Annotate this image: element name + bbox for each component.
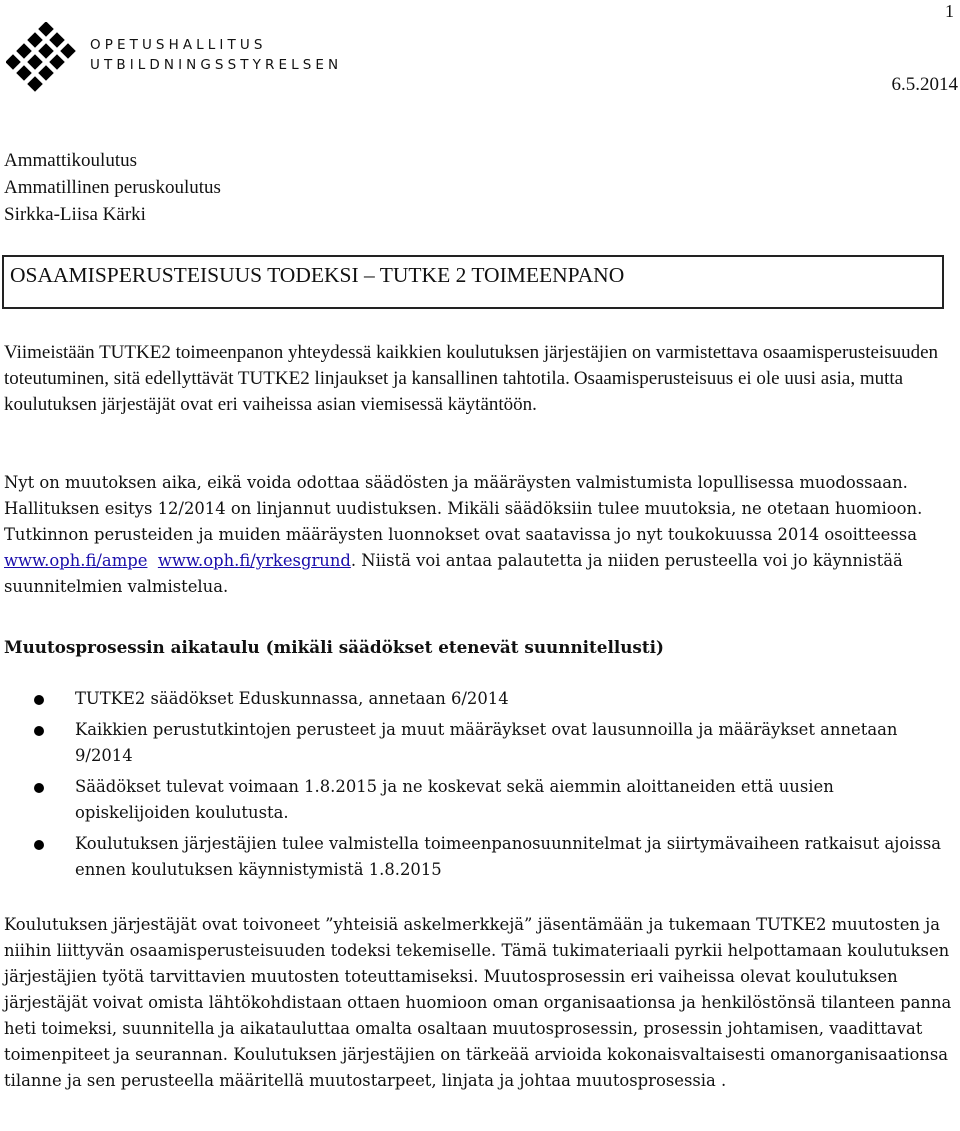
document-title: OSAAMISPERUSTEISUUS TODEKSI – TUTKE 2 TOIMEENPANO xyxy=(10,263,625,287)
bullet-icon xyxy=(34,726,44,736)
meta-author: Sirkka-Liisa Kärki xyxy=(4,204,146,225)
schedule-heading: Muutosprosessin aikataulu (mikäli säädökset etenevät suunnitellusti) xyxy=(4,637,664,657)
list-item-text: Koulutuksen järjestäjien tulee valmistella toimeenpanosuunnitelmat ja siirtymävaiheen ratkaisut ajoissa ennen koulutuksen käynnistymistä 1.8.2015 xyxy=(75,834,942,879)
meta-subunit: Ammatillinen peruskoulutus xyxy=(4,177,221,198)
logo-line-finnish: OPETUSHALLITUS xyxy=(90,37,267,53)
document-date: 6.5.2014 xyxy=(891,74,958,95)
opetushallitus-logo xyxy=(6,22,343,94)
page-number: 1 xyxy=(945,1,954,21)
bullet-icon xyxy=(34,783,44,793)
paragraph-2-text: Nyt on muutoksen aika, eikä voida odottaa säädösten ja määräysten valmistumista lopullisessa muodossaan. Hallituksen esitys 12/2014 on linjannut uudistuksen. Mikäli säädöksiin tulee muutoksia, ne otetaan huomioon. Tutkinnon perusteiden ja muiden määräysten luonnokset ovat saatavissa jo nyt toukokuussa 2014 osoitteessa xyxy=(4,473,923,544)
meta-unit: Ammattikoulutus xyxy=(4,150,137,171)
link-ampe[interactable]: www.oph.fi/ampe xyxy=(4,551,148,570)
bullet-icon xyxy=(34,840,44,850)
list-item-text: Säädökset tulevat voimaan 1.8.2015 ja ne koskevat sekä aiemmin aloittaneiden että uusien opiskelijoiden koulutusta. xyxy=(75,777,834,822)
paragraph-3: Koulutuksen järjestäjät ovat toivoneet ”yhteisiä askelmerkkejä” jäsentämään ja tukemaan TUTKE2 muutosten ja niihin liittyvän osaamisperusteisuuden todeksi tekemiselle. Tämä tukimateriaali pyrkii helpottamaan koulutuksen järjestäjien työtä tarvittavien muutosten toteuttamiseksi. Muutosprosessin eri vaiheissa olevat koulutuksen järjestäjät voivat omista lähtökohdistaan ottaen huomioon oman organisaationsa ja henkilöstönsä tilanteen panna heti toimeksi, suunnitella ja aikatauluttaa omalta osaltaan muutosprosessin, prosessin johtamisen, vaadittavat toimenpiteet ja seurannan. Koulutuksen järjestäjien on tärkeää arvioida kokonaisvaltaisesti omanorganisaationsa tilanne ja sen perusteella määritellä muutostarpeet, linjata ja johtaa muutosprosessia . xyxy=(4,915,952,1090)
logo-line-swedish: UTBILDNINGSSTYRELSEN xyxy=(90,57,343,73)
intro-paragraph xyxy=(4,340,954,418)
list-item xyxy=(0,831,960,883)
intro-part-1: Viimeistään TUTKE2 toimeenpanon yhteydessä kaikkien koulutuksen järjestäjien on varmistettava osaamisperusteisuuden toteutuminen, sitä edellyttävät TUTKE2 linjaukset ja kansallinen tahtotila. xyxy=(4,342,939,389)
list-item xyxy=(0,686,960,712)
list-item-text: Kaikkien perustutkintojen perusteet ja muut määräykset ovat lausunnoilla ja määräykset annetaan 9/2014 xyxy=(75,720,898,765)
schedule-list xyxy=(0,686,960,888)
bullet-icon xyxy=(34,695,44,705)
intro-part-2: Osaamisperusteisuus ei ole uusi asia, mutta koulutuksen järjestäjät ovat eri vaiheissa asian viemisessä käytäntöön. xyxy=(4,368,904,415)
link-separator xyxy=(147,551,157,570)
document-meta xyxy=(4,147,221,228)
link-yrkesgrund[interactable]: www.oph.fi/yrkesgrund xyxy=(157,551,351,570)
list-item-text: TUTKE2 säädökset Eduskunnassa, annetaan 6/2014 xyxy=(75,689,509,708)
paragraph-2-text-after: . Niistä voi antaa palautetta ja niiden perusteella voi jo käynnistää suunnitelmien valmistelua. xyxy=(4,551,903,596)
paragraph-2 xyxy=(4,470,954,600)
title-box xyxy=(2,255,944,309)
diamond-logo-icon xyxy=(6,22,86,94)
logo-wordmark xyxy=(90,35,342,75)
list-item xyxy=(0,774,960,826)
list-item xyxy=(0,717,960,769)
